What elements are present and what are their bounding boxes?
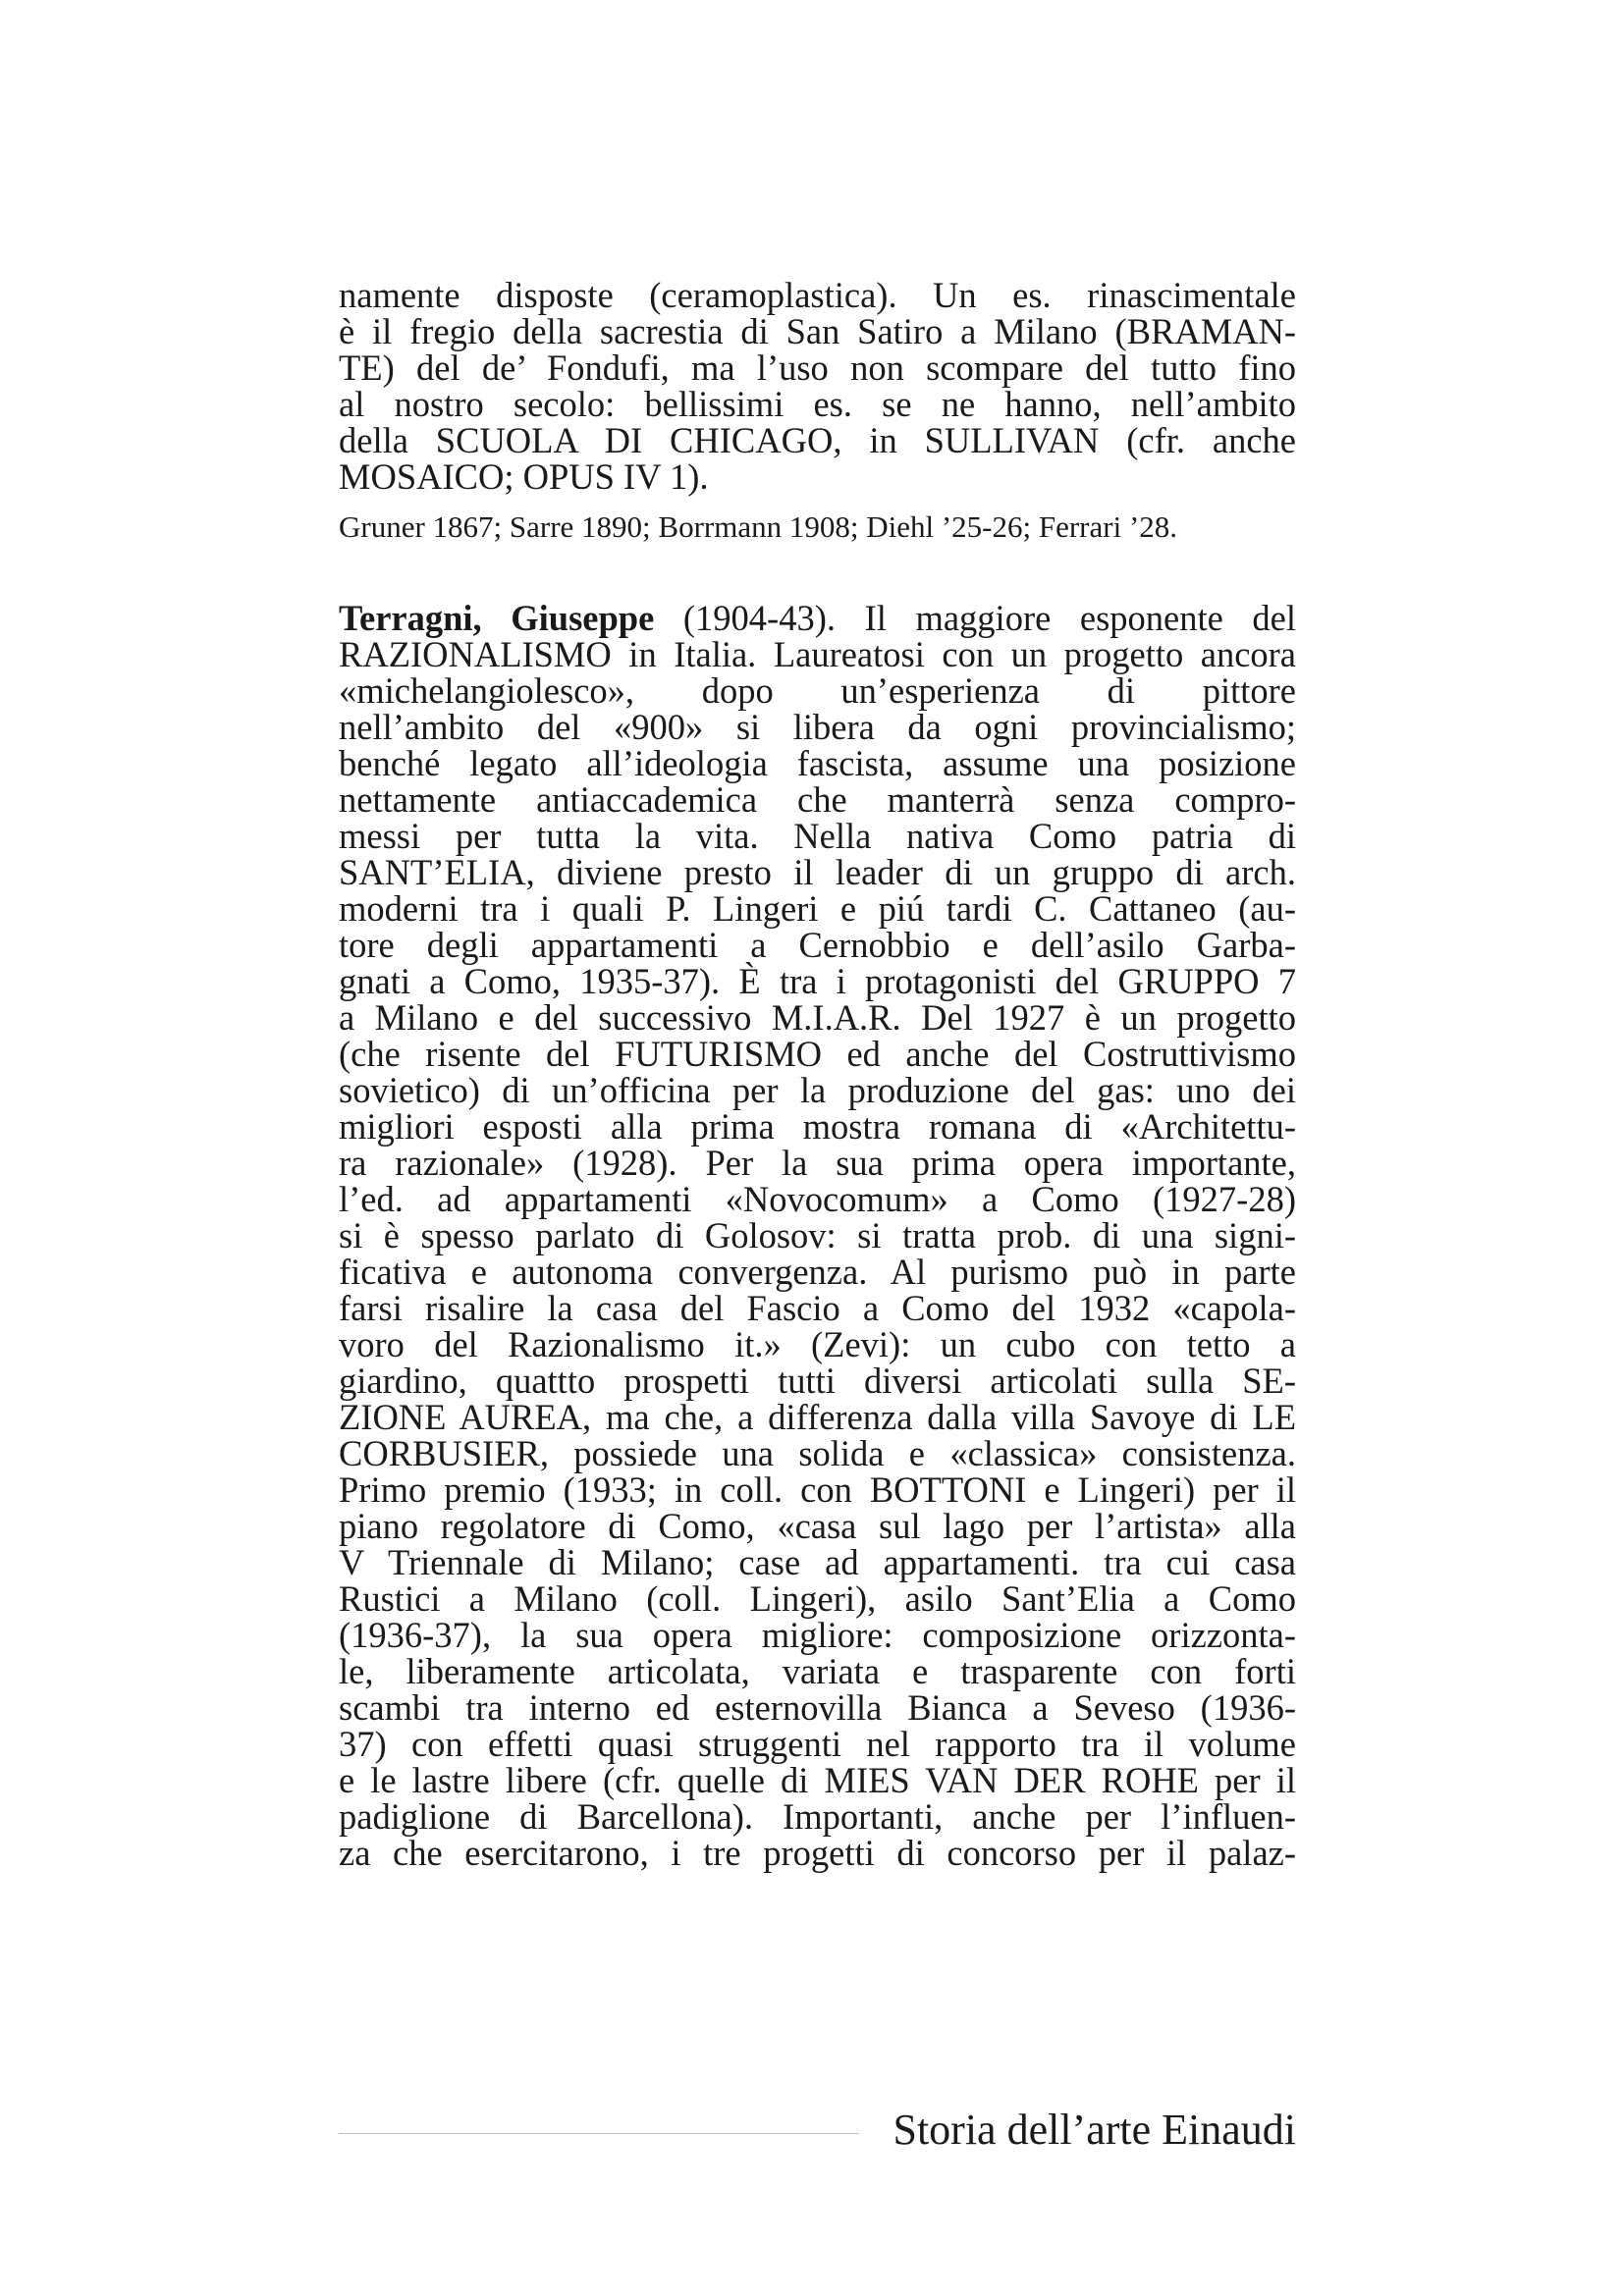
text-line: CORBUSIER, possiede una solida e «classica» consistenza.: [339, 1433, 1296, 1473]
text-line: padiglione di Barcellona). Importanti, anche per l’influen-: [339, 1796, 1296, 1837]
text-line: SANT’ELIA, diviene presto il leader di un gruppo di arch.: [339, 852, 1296, 892]
entry-first-line: [339, 600, 1296, 636]
text-line: «michelangiolesco», dopo un’esperienza di pittore: [339, 670, 1296, 711]
text-line: le, liberamente articolata, variata e trasparente con forti: [339, 1651, 1296, 1691]
bibliography-references: Gruner 1867; Sarre 1890; Borrmann 1908; Diehl ’25-26; Ferrari ’28.: [339, 509, 1178, 544]
entry-dates: (1904-43).: [682, 598, 836, 638]
text-line: sovietico) di un’officina per la produzione del gas: uno dei: [339, 1070, 1296, 1110]
page-body: [339, 277, 1296, 1871]
text-line: l’ed. ad appartamenti «Novocomum» a Como (1927-28): [339, 1179, 1296, 1219]
text-line: della SCUOLA DI CHICAGO, in SULLIVAN (cfr. anche: [339, 420, 1296, 460]
text-line: piano regolatore di Como, «casa sul lago per l’artista» alla: [339, 1506, 1296, 1546]
text-line: RAZIONALISMO in Italia. Laureatosi con un progetto ancora: [339, 634, 1296, 674]
text-line: 37) con effetti quasi struggenti nel rapporto tra il volume: [339, 1724, 1296, 1764]
text-line: benché legato all’ideologia fascista, assume una posizione: [339, 743, 1296, 783]
text-line: (che risente del FUTURISMO ed anche del Costruttivismo: [339, 1034, 1296, 1074]
text-line: V Triennale di Milano; case ad appartamenti. tra cui casa: [339, 1542, 1296, 1582]
dictionary-entry: [339, 600, 1296, 1871]
text-line: nell’ambito del «900» si libera da ogni provincialismo;: [339, 707, 1296, 747]
text-line: giardino, quattto prospetti tutti diversi articolati sulla SE-: [339, 1361, 1296, 1401]
text-line: TE) del de’ Fondufi, ma l’uso non scompare del tutto fino: [339, 347, 1296, 388]
text-line: si è spesso parlato di Golosov: si tratta prob. di una signi-: [339, 1215, 1296, 1255]
text-line: (1936-37), la sua opera migliore: composizione orizzonta-: [339, 1615, 1296, 1655]
text-line: gnati a Como, 1935-37). È tra i protagonisti del GRUPPO 7: [339, 961, 1296, 1001]
text-line: Rustici a Milano (coll. Lingeri), asilo Sant’Elia a Como: [339, 1578, 1296, 1619]
text-line: tore degli appartamenti a Cernobbio e dell’asilo Garba-: [339, 925, 1296, 965]
text-line: e le lastre libere (cfr. quelle di MIES VAN DER ROHE per il: [339, 1760, 1296, 1800]
page-footer: [339, 2101, 1296, 2160]
text-line: al nostro secolo: bellissimi es. se ne hanno, nell’ambito: [339, 384, 1296, 424]
text-line: nettamente antiaccademica che manterrà senza compro-: [339, 779, 1296, 820]
text-line: messi per tutta la vita. Nella nativa Como patria di: [339, 816, 1296, 856]
continued-paragraph: [339, 277, 1296, 495]
text-line: za che esercitarono, i tre progetti di concorso per il palaz-: [339, 1833, 1296, 1873]
text-line: ZIONE AUREA, ma che, a differenza dalla villa Savoye di LE: [339, 1397, 1296, 1437]
text-line: è il fregio della sacrestia di San Satiro a Milano (BRAMAN-: [339, 311, 1296, 351]
text-line: migliori esposti alla prima mostra romana di «Architettu-: [339, 1106, 1296, 1147]
footer-publication-title: Storia dell’arte Einaudi: [893, 2106, 1296, 2154]
text-line: voro del Razionalismo it.» (Zevi): un cubo con tetto a: [339, 1324, 1296, 1364]
text-line: scambi tra interno ed esternovilla Bianca a Seveso (1936-: [339, 1687, 1296, 1728]
entry-headword: Terragni, Giuseppe: [339, 598, 655, 638]
text-line: farsi risalire la casa del Fascio a Como del 1932 «capola-: [339, 1288, 1296, 1328]
footer-divider: [339, 2133, 859, 2134]
text-line: namente disposte (ceramoplastica). Un es. rinascimentale: [339, 275, 1296, 315]
text-line: MOSAICO; OPUS IV 1).: [339, 456, 709, 497]
text-line: Il maggiore esponente del: [864, 598, 1297, 638]
text-line: ficativa e autonoma convergenza. Al purismo può in parte: [339, 1252, 1296, 1292]
text-line: ra razionale» (1928). Per la sua prima opera importante,: [339, 1143, 1296, 1183]
text-line: moderni tra i quali P. Lingeri e piú tardi C. Cattaneo (au-: [339, 888, 1296, 929]
text-line: Primo premio (1933; in coll. con BOTTONI e Lingeri) per il: [339, 1469, 1296, 1510]
text-line: a Milano e del successivo M.I.A.R. Del 1927 è un progetto: [339, 997, 1296, 1038]
